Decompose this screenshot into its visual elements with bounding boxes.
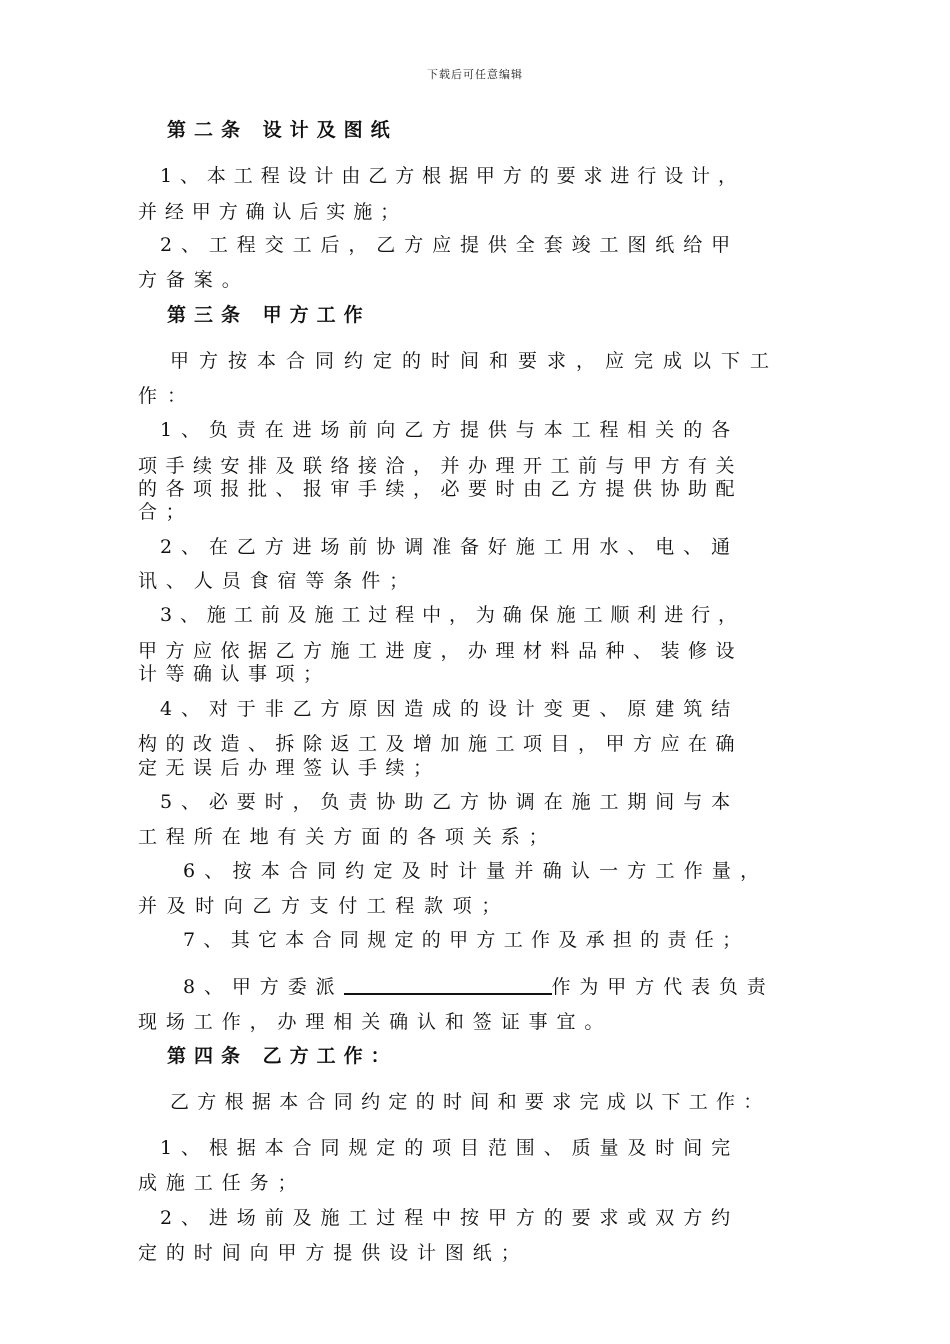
paragraph-line: 并经甲方确认后实施；	[138, 201, 408, 223]
paragraph-line: 2、在乙方进场前协调准备好施工用水、电、通	[160, 536, 739, 558]
paragraph-line: 甲方按本合同约定的时间和要求，应完成以下工	[170, 350, 780, 372]
paragraph-line: 的各项报批、报审手续，必要时由乙方提供协助配	[138, 478, 744, 500]
delegate-prefix: 8、甲方委派	[183, 976, 344, 998]
paragraph-line: 6、按本合同约定及时计量并确认一方工作量，	[183, 860, 769, 882]
paragraph-line: 甲方应依据乙方施工进度，办理材料品种、装修设	[138, 640, 744, 662]
paragraph-line: 定无误后办理签认手续；	[138, 757, 441, 779]
paragraph-line: 成施工任务；	[138, 1172, 306, 1194]
paragraph-line: 5、必要时，负责协助乙方协调在施工期间与本	[160, 791, 739, 813]
paragraph-line: 作：	[138, 385, 197, 407]
paragraph-line: 现场工作，办理相关确认和签证事宜。	[138, 1011, 613, 1033]
page-header: 下载后可任意编辑	[427, 68, 523, 81]
representative-blank-field[interactable]	[344, 975, 552, 995]
paragraph-line: 计等确认事项；	[138, 663, 331, 685]
paragraph-line: 2、进场前及施工过程中按甲方的要求或双方约	[160, 1207, 739, 1229]
section-heading-3: 第三条 甲方工作	[167, 304, 371, 326]
paragraph-line: 并及时向乙方支付工程款项；	[138, 895, 510, 917]
paragraph-line: 定的时间向甲方提供设计图纸；	[138, 1242, 529, 1264]
paragraph-line: 7、其它本合同规定的甲方工作及承担的责任；	[183, 929, 750, 951]
paragraph-line: 工程所在地有关方面的各项关系；	[138, 826, 557, 848]
section-heading-2: 第二条 设计及图纸	[167, 119, 398, 141]
paragraph-line: 合；	[138, 501, 194, 523]
paragraph-line: 1、本工程设计由乙方根据甲方的要求进行设计，	[160, 165, 745, 187]
paragraph-line: 1、根据本合同规定的项目范围、质量及时间完	[160, 1137, 739, 1159]
paragraph-line: 项手续安排及联络接洽，并办理开工前与甲方有关	[138, 455, 744, 477]
delegate-suffix: 作为甲方代表负责	[551, 976, 775, 998]
section-heading-4: 第四条 乙方工作：	[167, 1045, 398, 1067]
paragraph-line: 乙方根据本合同约定的时间和要求完成以下工作：	[170, 1091, 771, 1113]
paragraph-line: 讯、人员食宿等条件；	[138, 570, 418, 592]
paragraph-line: 方备案。	[138, 269, 250, 291]
paragraph-line: 4、对于非乙方原因造成的设计变更、原建筑结	[160, 698, 739, 720]
paragraph-line: 构的改造、拆除返工及增加施工项目，甲方应在确	[138, 733, 744, 755]
paragraph-line: 2、工程交工后，乙方应提供全套竣工图纸给甲	[160, 234, 739, 256]
paragraph-line-with-blank	[183, 975, 775, 999]
paragraph-line: 3、施工前及施工过程中，为确保施工顺利进行，	[160, 604, 745, 626]
paragraph-line: 1、负责在进场前向乙方提供与本工程相关的各	[160, 419, 739, 441]
